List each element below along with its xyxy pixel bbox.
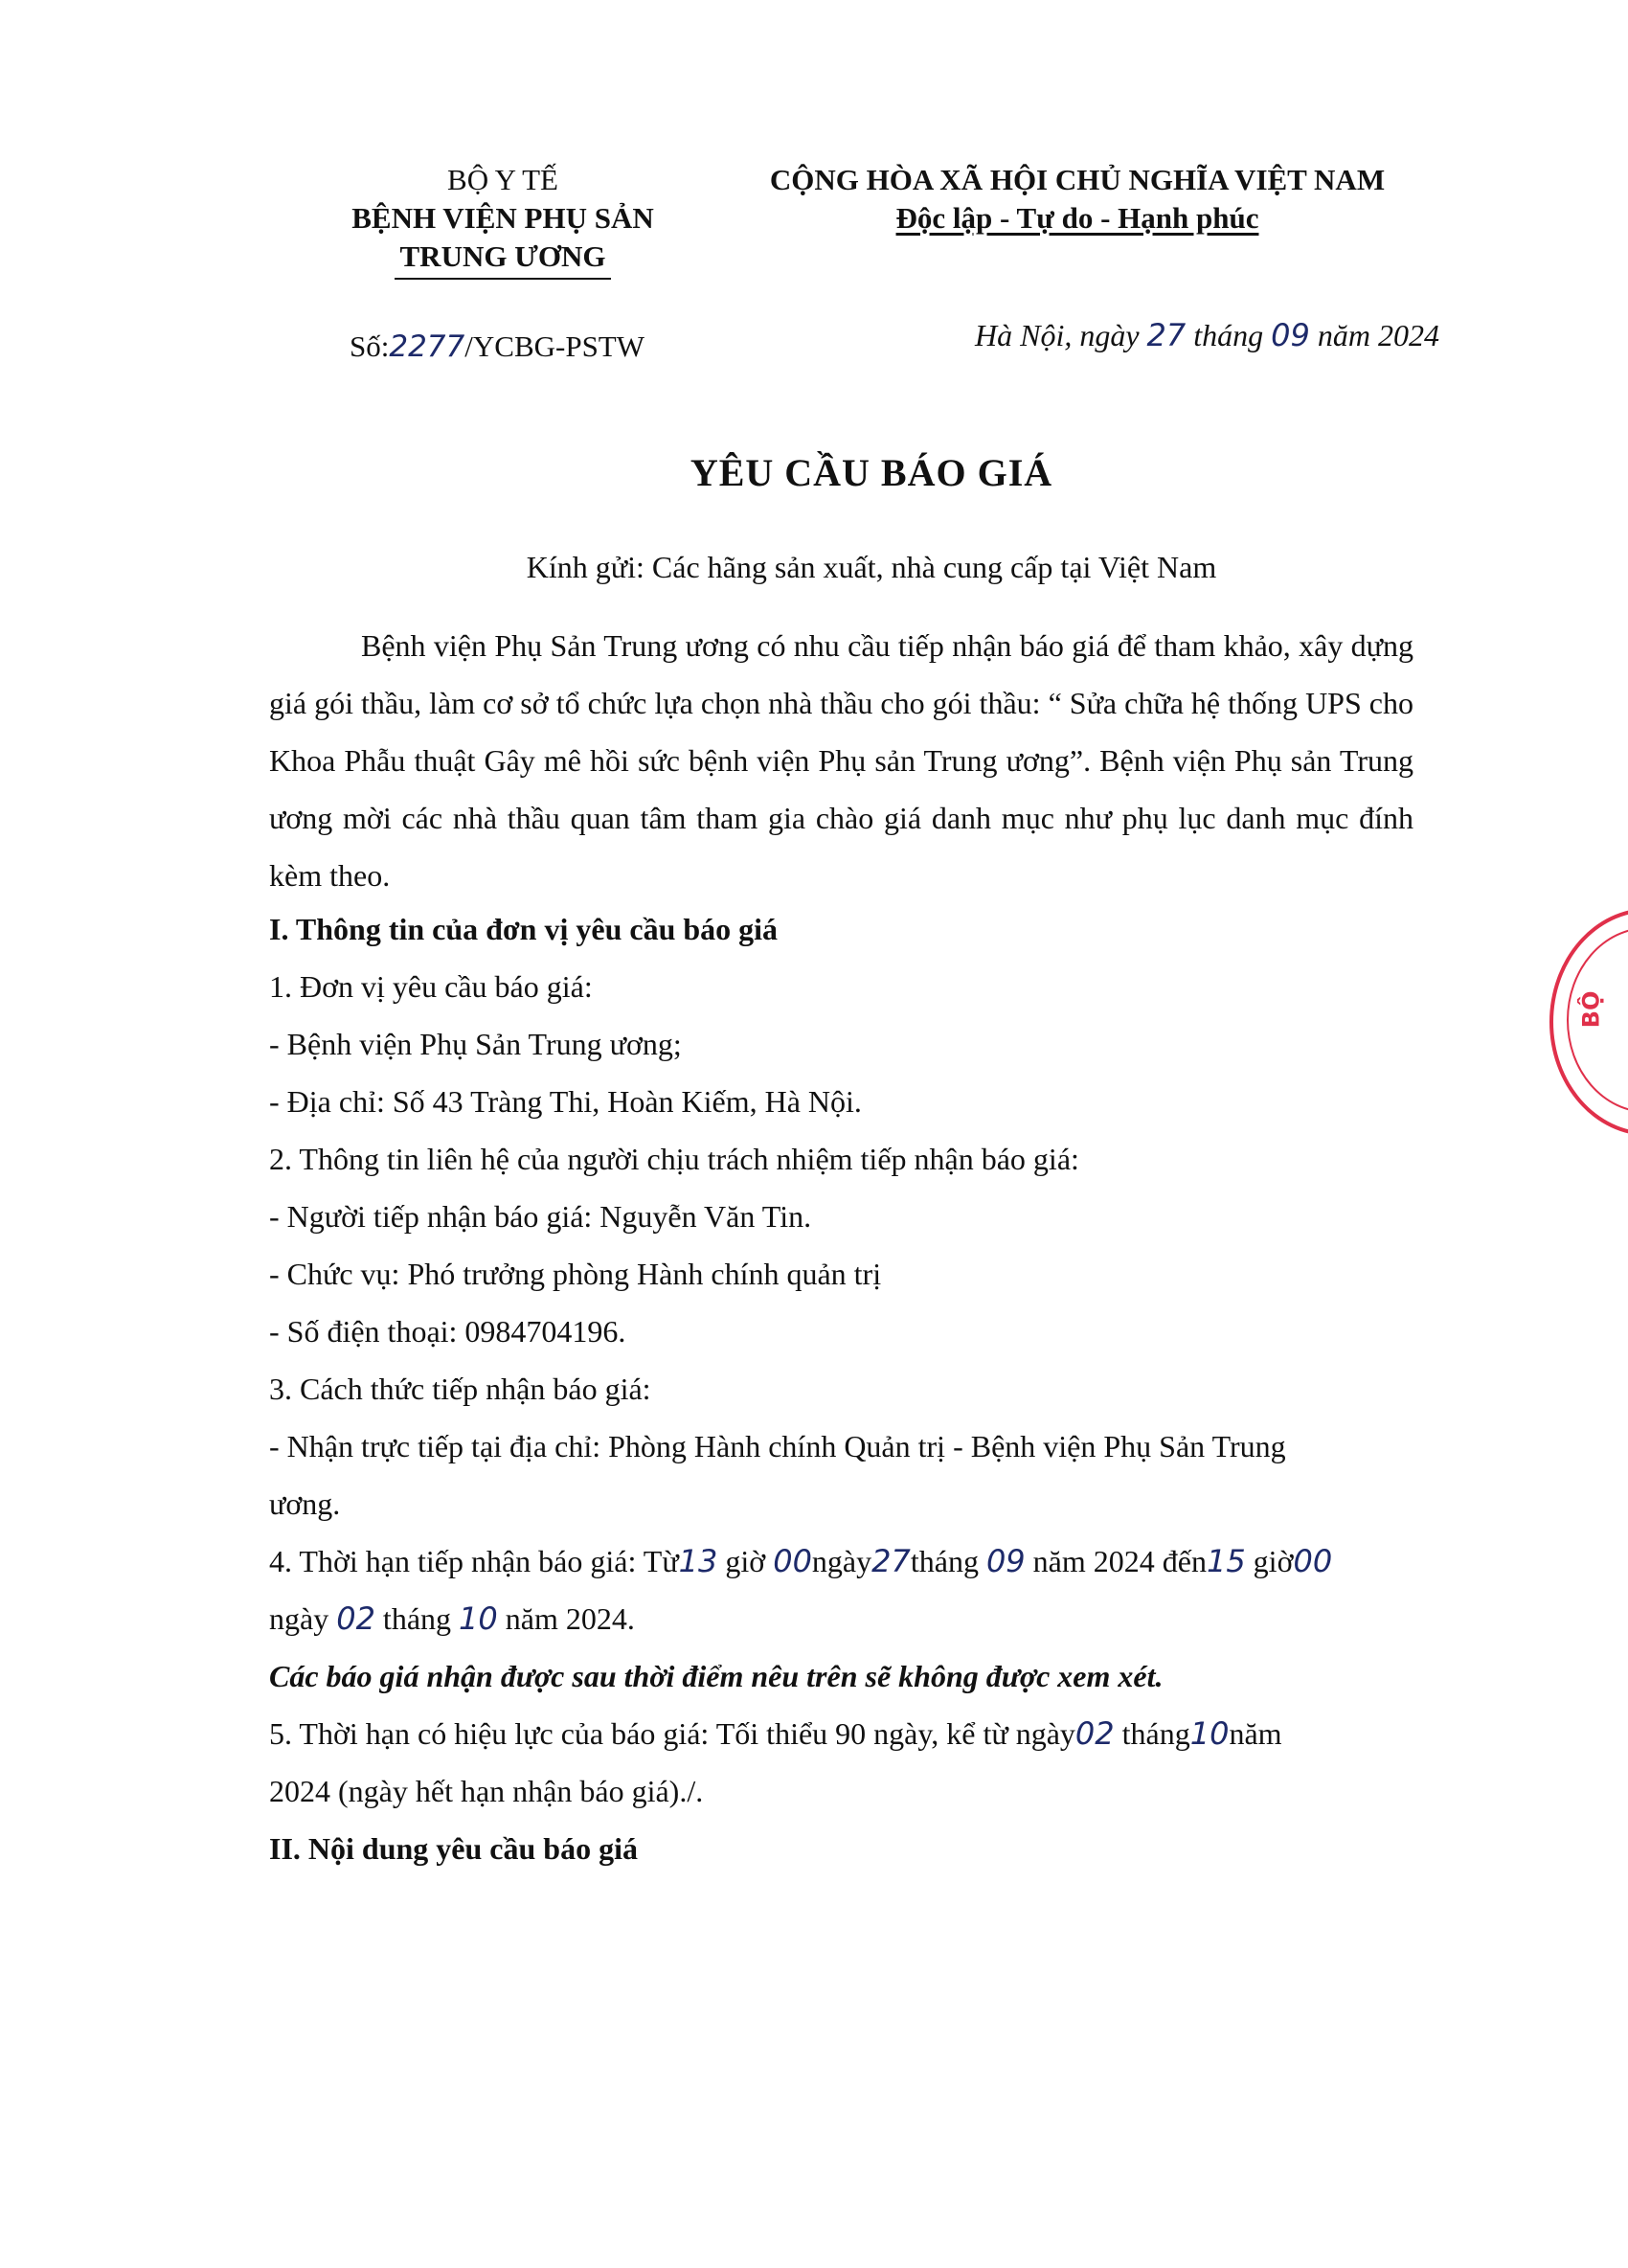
document-number: [350, 328, 644, 366]
header-left: [311, 161, 694, 280]
unit-name: - Bệnh viện Phụ Sản Trung ương;: [269, 1027, 682, 1061]
receiver-position: - Chức vụ: Phó trưởng phòng Hành chính quản trị: [269, 1257, 882, 1291]
date-line: [975, 316, 1439, 354]
start-hour-handwritten: 13: [678, 1543, 718, 1579]
end-hour-handwritten: 15: [1206, 1543, 1246, 1579]
end-day-handwritten: 02: [336, 1600, 375, 1637]
receiver-name: - Người tiếp nhận báo giá: Nguyễn Văn Tin.: [269, 1199, 812, 1234]
section2-heading: II. Nội dung yêu cầu báo giá: [269, 1831, 638, 1866]
receiver-phone: - Số điện thoại: 0984704196.: [269, 1314, 626, 1349]
section1-item5-line2: 2024 (ngày hết hạn nhận báo giá)./.: [269, 1774, 704, 1808]
document-title: YÊU CẦU BÁO GIÁ: [690, 451, 1053, 494]
end-minute-handwritten: 00: [1293, 1543, 1333, 1579]
date-year: năm 2024: [1317, 318, 1439, 352]
hospital-name-line2: TRUNG ƯƠNG: [399, 239, 606, 273]
section1-item3: 3. Cách thức tiếp nhận báo giá:: [269, 1372, 651, 1406]
nation-name: CỘNG HÒA XÃ HỘI CHỦ NGHĨA VIỆT NAM: [769, 163, 1386, 196]
validity-month-handwritten: 10: [1189, 1715, 1230, 1752]
doc-number-handwritten: 2277: [389, 329, 465, 364]
ministry-name: BỘ Y TẾ: [447, 163, 558, 196]
late-submission-notice: Các báo giá nhận được sau thời điểm nêu trên sẽ không được xem xét.: [269, 1659, 1164, 1693]
section1-item4-line2: ngày 02 tháng 10 năm 2024.: [269, 1600, 635, 1637]
national-motto: Độc lập - Tự do - Hạnh phúc: [895, 201, 1259, 235]
end-month-handwritten: 10: [459, 1600, 498, 1637]
doc-number-suffix: /YCBG-PSTW: [464, 329, 645, 363]
date-month: 09: [1271, 317, 1310, 353]
hospital-name-line1: BỆNH VIỆN PHỤ SẢN: [351, 201, 654, 235]
section1-item4-line1: 4. Thời hạn tiếp nhận báo giá: Từ13 giờ 00ngày27tháng 09 năm 2024 đến15 giờ00: [269, 1543, 1333, 1579]
stamp-text: BỘ: [1577, 990, 1605, 1029]
receiving-method-line2: ương.: [269, 1486, 341, 1521]
recipient-line: Kính gửi: Các hãng sản xuất, nhà cung cấp tại Việt Nam: [526, 550, 1217, 584]
start-minute-handwritten: 00: [773, 1543, 812, 1579]
header-right: [737, 161, 1417, 238]
date-month-label: tháng: [1193, 318, 1264, 352]
section1-heading: I. Thông tin của đơn vị yêu cầu báo giá: [269, 912, 779, 946]
section1-item1: 1. Đơn vị yêu cầu báo giá:: [269, 969, 593, 1004]
section1-item5-line1: 5. Thời hạn có hiệu lực của báo giá: Tối thiểu 90 ngày, kể từ ngày02 tháng10năm: [269, 1715, 1282, 1752]
date-day: 27: [1146, 317, 1187, 353]
validity-day-handwritten: 02: [1074, 1715, 1115, 1752]
doc-number-prefix: Số:: [350, 329, 390, 363]
header-left-divider: [395, 278, 611, 280]
start-day-handwritten: 27: [871, 1543, 911, 1579]
section1-item2: 2. Thông tin liên hệ của người chịu trách nhiệm tiếp nhận báo giá:: [269, 1142, 1079, 1176]
date-place: Hà Nội, ngày: [975, 318, 1140, 352]
unit-address: - Địa chỉ: Số 43 Tràng Thi, Hoàn Kiếm, Hà Nội.: [269, 1084, 862, 1119]
intro-paragraph: Bệnh viện Phụ Sản Trung ương có nhu cầu tiếp nhận báo giá để tham khảo, xây dựng giá gói thầu, làm cơ sở tổ chức lựa chọn nhà thầu cho gói thầu: “ Sửa chữa hệ thống UPS cho Khoa Phẫu thuật Gây mê hồi sức bệnh viện Phụ sản Trung ương”. Bệnh viện Phụ sản Trung ương mời các nhà thầu quan tâm tham gia chào giá danh mục như phụ lục danh mục đính kèm theo.: [269, 628, 1413, 893]
receiving-method-line1: - Nhận trực tiếp tại địa chỉ: Phòng Hành chính Quản trị - Bệnh viện Phụ Sản Trung: [269, 1429, 1286, 1463]
official-stamp: [1549, 908, 1628, 1136]
start-month-handwritten: 09: [985, 1543, 1026, 1579]
